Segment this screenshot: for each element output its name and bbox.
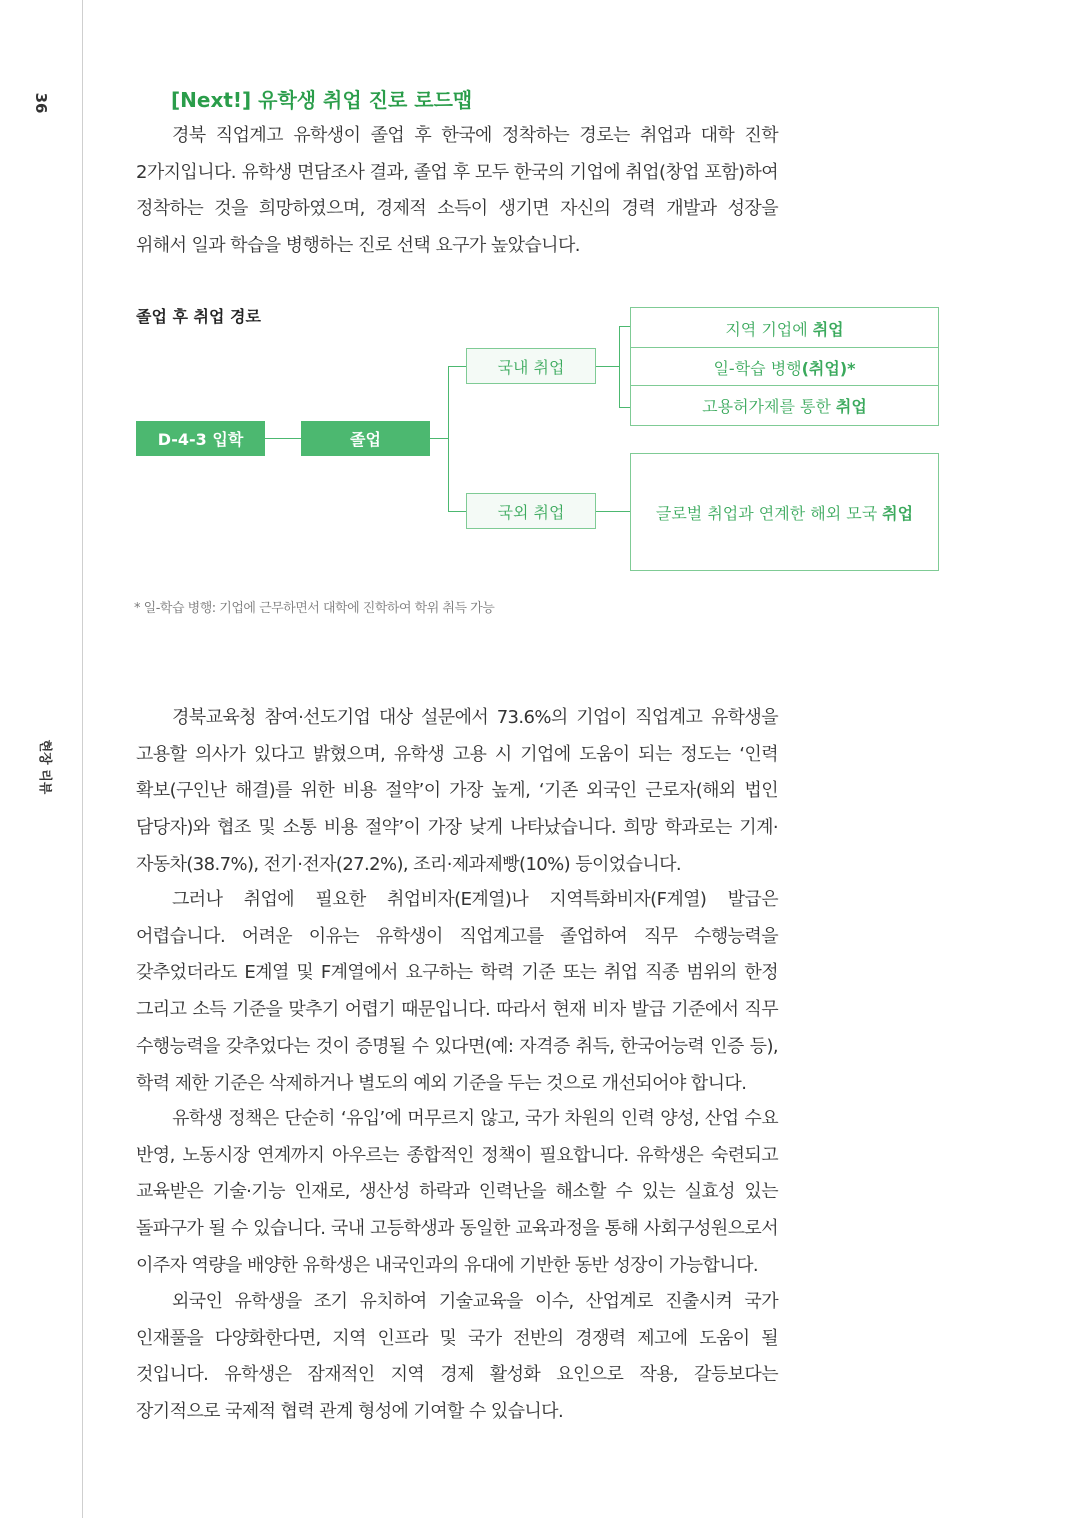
path-global-employment: 글로벌 취업과 연계한 해외 모국 취업 xyxy=(630,453,939,571)
domestic-paths-group xyxy=(630,307,939,426)
section-heading: [Next!] 유학생 취업 진로 로드맵 xyxy=(171,88,473,112)
paragraph-policy: 유학생 정책은 단순히 ‘유입’에 머무르지 않고, 국가 차원의 인력 양성, 산업 수요 반영, 노동시장 연계까지 아우르는 종합적인 정책이 필요합니다. 유학생은 숙련되고 교육받은 기술·기능 인재로, 생산성 하락과 인력난을 해소할 수 있는 실효성 있는 돌파구가 될 수 있습니다. 국내 고등학생과 동일한 교육과정을 통해 사회구성원으로서 이주자 역량을 배양한 유학생은 내국인과의 유대에 기반한 동반 성장이 가능합니다. xyxy=(136,1108,778,1276)
connector xyxy=(265,438,301,439)
connector xyxy=(448,366,466,367)
paragraph-visa: 그러나 취업에 필요한 취업비자(E계열)나 지역특화비자(F계열) 발급은 어렵습니다. 어려운 이유는 유학생이 직업계고를 졸업하여 직무 수행능력을 갖추었더라도 E계열 및 F계열에서 요구하는 학력 기준 또는 취업 직종 범위의 한정 그리고 소득 기준을 맞추기 어렵기 때문입니다. 따라서 현재 비자 발급 기준에서 직무 수행능력을 갖추었다는 것이 증명될 수 있다면(예: 자격증 취득, 한국어능력 인증 등), 학력 제한 기준은 삭제하거나 별도의 예외 기준을 두는 것으로 개선되어야 합니다. xyxy=(136,889,778,1094)
admission-box: D-4-3 입학 xyxy=(136,421,265,456)
paragraph-intro: 경북 직업계고 유학생이 졸업 후 한국에 정착하는 경로는 취업과 대학 진학 2가지입니다. 유학생 면담조사 결과, 졸업 후 모두 한국의 기업에 취업(창업 포함)하여 정착하는 것을 희망하였으며, 경제적 소득이 생기면 자신의 경력 개발과 성장을 위해서 일과 학습을 병행하는 진로 선택 요구가 높았습니다. xyxy=(136,125,778,257)
connector xyxy=(619,326,620,408)
domestic-employment-box: 국내 취업 xyxy=(466,348,596,384)
graduation-box: 졸업 xyxy=(301,421,430,456)
connector xyxy=(448,366,449,512)
connector xyxy=(595,366,619,367)
connector xyxy=(619,407,630,408)
diagram-title: 졸업 후 취업 경로 xyxy=(136,307,261,326)
path-employment-permit: 고용허가제를 통한 취업 xyxy=(631,385,938,424)
paragraph-survey: 경북교육청 참여·선도기업 대상 설문에서 73.6%의 기업이 직업계고 유학생을 고용할 의사가 있다고 밝혔으며, 유학생 고용 시 기업에 도움이 되는 정도는 ‘인력 확보(구인난 해결)를 위한 비용 절약’이 가장 높게, ‘기존 외국인 근로자(해외 법인 담당자)와 협조 및 소통 비용 절약’이 가장 낮게 나타났습니다. 희망 학과로는 기계·자동차(38.7%), 전기·전자(27.2%), 조리·제과제빵(10%) 등이었습니다. xyxy=(136,707,778,875)
connector xyxy=(430,438,448,439)
side-divider xyxy=(82,0,83,1518)
paragraph-conclusion: 외국인 유학생을 조기 유치하여 기술교육을 이수, 산업계로 진출시켜 국가 인재풀을 다양화한다면, 지역 인프라 및 국가 전반의 경쟁력 제고에 도움이 될 것입니다. 유학생은 잠재적인 지역 경제 활성화 요인으로 작용, 갈등보다는 장기적으로 국제적 협력 관계 형성에 기여할 수 있습니다. xyxy=(136,1291,778,1423)
connector xyxy=(448,511,466,512)
page-number: 36 xyxy=(32,92,50,114)
connector xyxy=(595,511,630,512)
diagram-footnote: * 일-학습 병행: 기업에 근무하면서 대학에 진학하여 학위 취득 가능 xyxy=(134,601,495,616)
path-local-company: 지역 기업에 취업 xyxy=(725,319,844,339)
connector xyxy=(619,326,630,327)
overseas-employment-box: 국외 취업 xyxy=(466,493,596,529)
section-label: 현장 리뷰 xyxy=(37,739,52,795)
path-work-study: 일-학습 병행 (취업)* xyxy=(631,347,938,386)
